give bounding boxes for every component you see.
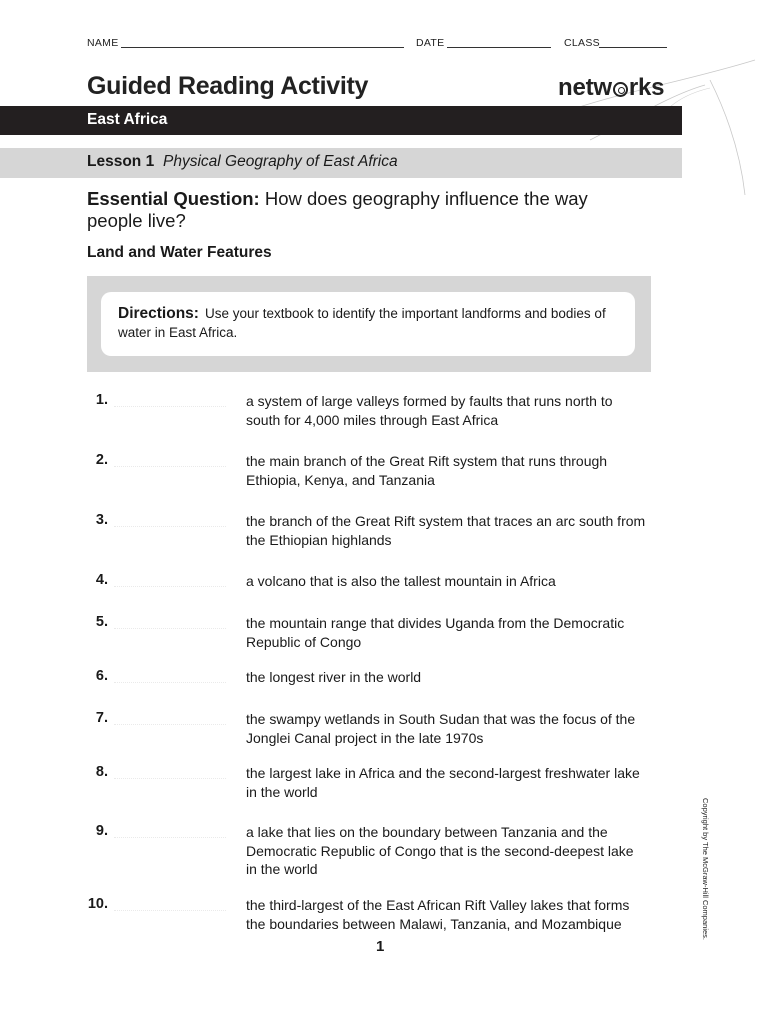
date-field[interactable]: [447, 47, 551, 48]
answer-blank[interactable]: [114, 614, 226, 629]
directions-text: [118, 304, 608, 342]
answer-blank[interactable]: [114, 668, 226, 683]
item-text: the branch of the Great Rift system that traces an arc south from the Ethiopian highlands: [246, 513, 646, 548]
answer-blank[interactable]: [114, 452, 226, 467]
directions-body: Use your textbook to identify the important landforms and bodies of water in East Africa.: [118, 306, 606, 340]
answer-blank[interactable]: [114, 764, 226, 779]
item-number: 2.: [95, 452, 108, 468]
unit-title: East Africa: [87, 111, 168, 128]
item-number: 1.: [95, 392, 108, 408]
lesson-title: Physical Geography of East Africa: [163, 153, 398, 170]
item-number: 3.: [95, 512, 108, 528]
item-text: a system of large valleys formed by faults that runs north to south for 4,000 miles through East Africa: [246, 393, 613, 428]
item-number: 5.: [95, 614, 108, 630]
item-text: the longest river in the world: [246, 669, 422, 685]
lesson-bar: [0, 148, 682, 178]
item-number: 8.: [95, 764, 108, 780]
logo-text-end: rks: [628, 74, 665, 101]
answer-blank[interactable]: [114, 896, 226, 911]
page-number: 1: [376, 938, 385, 955]
directions-box: [87, 276, 651, 372]
answer-blank[interactable]: [114, 823, 226, 838]
lesson-number: Lesson 1: [87, 153, 155, 170]
answer-blank[interactable]: [114, 512, 226, 527]
globe-icon: [613, 82, 628, 97]
essential-question-text: How does geography influence the way people live?: [87, 188, 588, 231]
item-text: the third-largest of the East African Rift Valley lakes that forms the boundaries between Malawi, Tanzania, and Mozambique: [246, 897, 630, 932]
section-heading: Land and Water Features: [87, 244, 272, 261]
unit-bar: [0, 106, 682, 135]
directions-label: Directions:: [118, 305, 199, 322]
logo-text-start: netw: [558, 74, 612, 101]
item-text: the largest lake in Africa and the second-largest freshwater lake in the world: [246, 765, 640, 800]
item-number: 6.: [95, 668, 108, 684]
item-text: the mountain range that divides Uganda from the Democratic Republic of Congo: [246, 615, 625, 650]
networks-logo: [558, 74, 664, 102]
answer-blank[interactable]: [114, 572, 226, 587]
item-text: the swampy wetlands in South Sudan that was the focus of the Jonglei Canal project in the late 1970s: [246, 711, 636, 746]
item-number: 7.: [95, 710, 108, 726]
date-label: DATE: [416, 37, 445, 49]
name-label: NAME: [87, 37, 119, 49]
name-field[interactable]: [121, 47, 404, 48]
answer-blank[interactable]: [114, 710, 226, 725]
essential-question: [87, 188, 627, 232]
item-number: 9.: [95, 823, 108, 839]
item-text: a volcano that is also the tallest mountain in Africa: [246, 573, 556, 589]
directions-panel: [101, 292, 635, 356]
item-text: the main branch of the Great Rift system that runs through Ethiopia, Kenya, and Tanzania: [246, 453, 608, 488]
copyright-notice: Copyright by The McGraw-Hill Companies.: [701, 798, 710, 940]
answer-blank[interactable]: [114, 392, 226, 407]
page-title: Guided Reading Activity: [87, 72, 369, 100]
essential-question-label: Essential Question:: [87, 188, 260, 209]
class-label: CLASS: [564, 37, 600, 49]
item-text: a lake that lies on the boundary between Tanzania and the Democratic Republic of Congo that is the second-deepest lake in the world: [246, 824, 634, 877]
item-number: 10.: [87, 896, 108, 912]
item-number: 4.: [95, 572, 108, 588]
